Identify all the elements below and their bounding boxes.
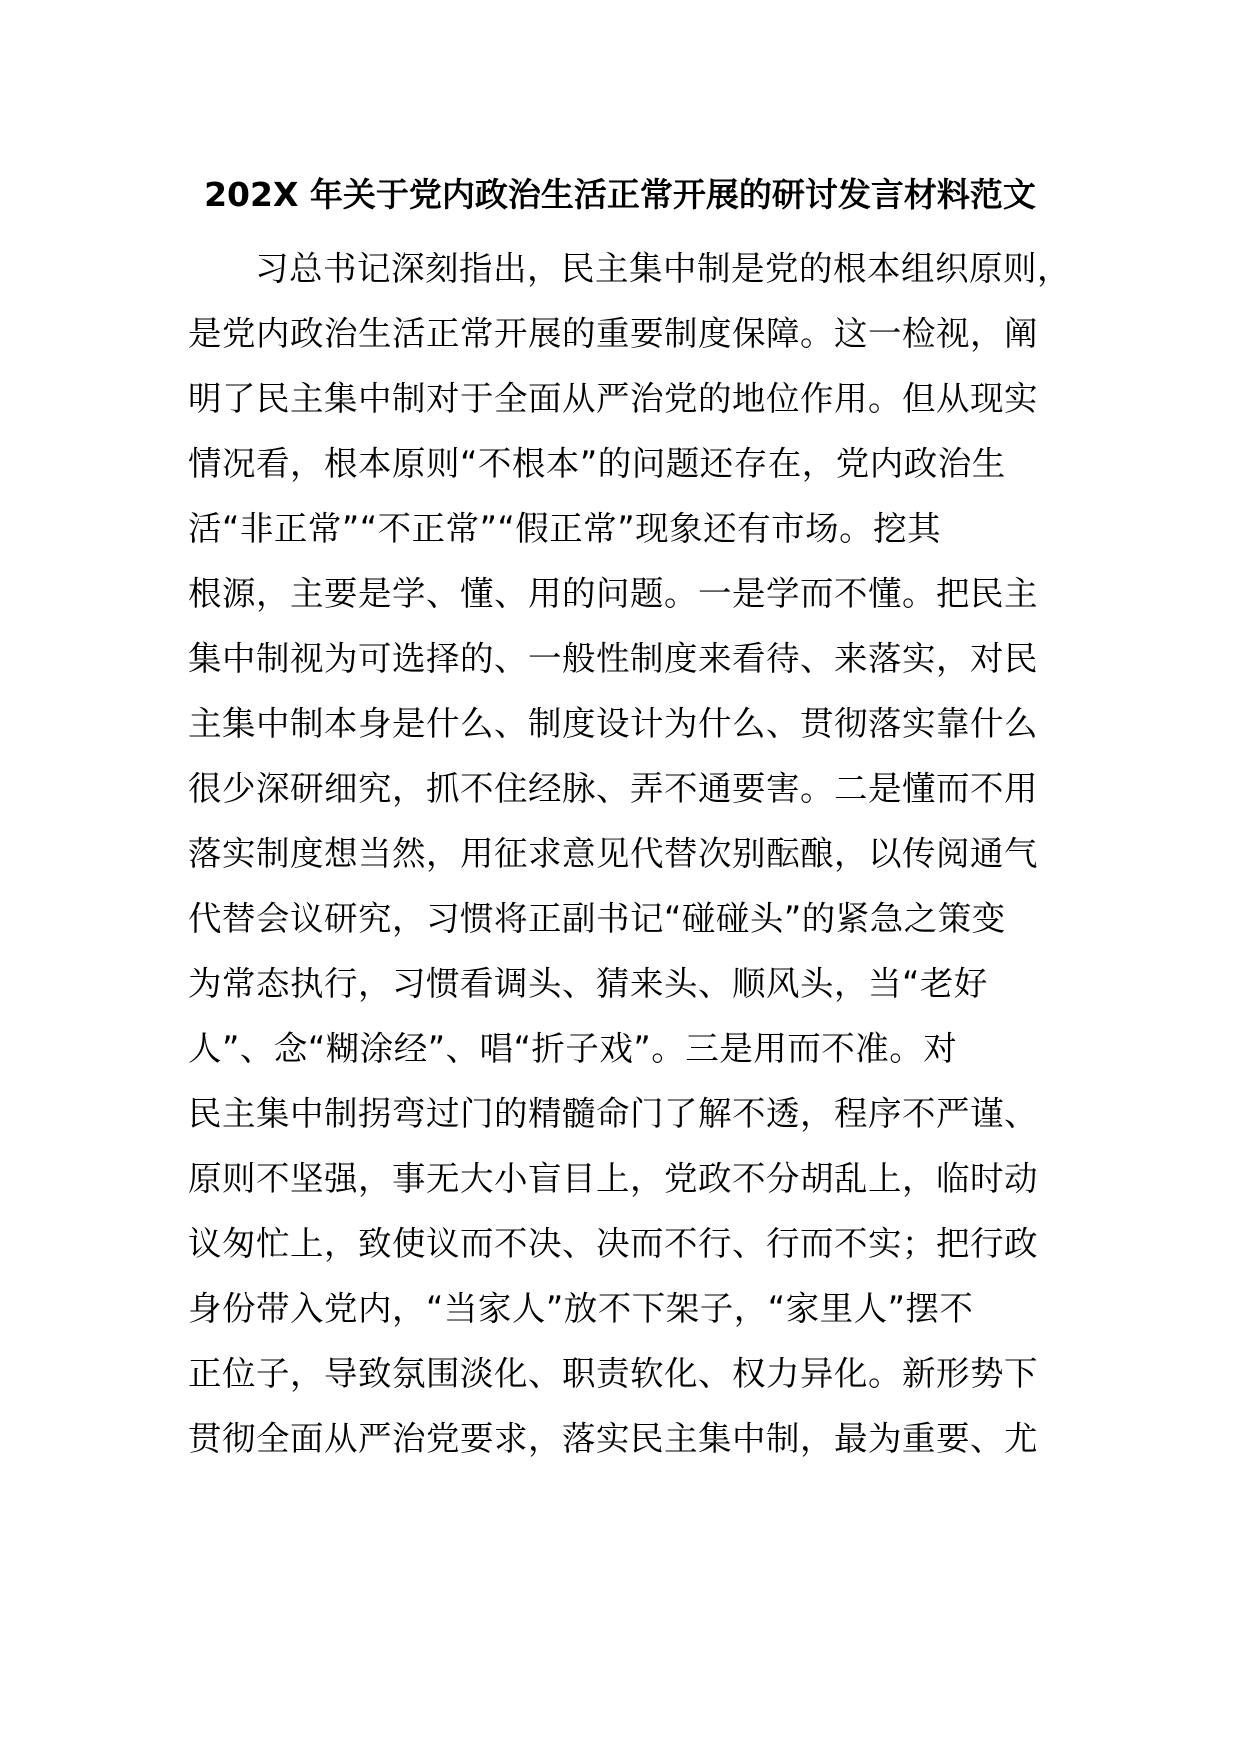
paragraph-line: 集中制视为可选择的、一般性制度来看待、来落实，对民 — [188, 639, 1038, 678]
paragraph-line: 人”、念“糊涂经”、唱“折子戏”。三是用而不准。对 — [188, 1029, 958, 1068]
paragraph-line: 落实制度想当然，用征求意见代替次别酝酿，以传阅通气 — [188, 834, 1038, 873]
paragraph-line: 为常态执行，习惯看调头、猜来头、顺风头，当“老好 — [188, 964, 988, 1003]
document-title: 202X 年关于党内政治生活正常开展的研讨发言材料范文 — [204, 175, 1036, 214]
paragraph-line: 身份带入党内，“当家人”放不下架子，“家里人”摆不 — [188, 1289, 974, 1328]
paragraph-line: 民主集中制拐弯过门的精髓命门了解不透，程序不严谨、 — [188, 1094, 1038, 1133]
paragraph-line: 正位子，导致氛围淡化、职责软化、权力异化。新形势下 — [188, 1354, 1038, 1393]
paragraph-line: 是党内政治生活正常开展的重要制度保障。这一检视，阐 — [188, 314, 1038, 353]
paragraph-line: 根源，主要是学、懂、用的问题。一是学而不懂。把民主 — [188, 574, 1038, 613]
paragraph-line: 代替会议研究，习惯将正副书记“碰碰头”的紧急之策变 — [188, 899, 1006, 938]
paragraph-line: 贯彻全面从严治党要求，落实民主集中制，最为重要、尤 — [188, 1419, 1038, 1458]
paragraph-line: 习总书记深刻指出，民主集中制是党的根本组织原则， — [255, 249, 1071, 288]
paragraph-line: 明了民主集中制对于全面从严治党的地位作用。但从现实 — [188, 379, 1038, 418]
paragraph-line: 活“非正常”“不正常”“假正常”现象还有市场。挖其 — [188, 509, 942, 548]
body-paragraph — [188, 236, 1088, 1471]
paragraph-line: 议匆忙上，致使议而不决、决而不行、行而不实；把行政 — [188, 1224, 1038, 1263]
paragraph-line: 原则不坚强，事无大小盲目上，党政不分胡乱上，临时动 — [188, 1159, 1038, 1198]
paragraph-line: 情况看，根本原则“不根本”的问题还存在，党内政治生 — [188, 444, 1006, 483]
paragraph-line: 主集中制本身是什么、制度设计为什么、贯彻落实靠什么 — [188, 704, 1038, 743]
paragraph-line: 很少深研细究，抓不住经脉、弄不通要害。二是懂而不用 — [188, 769, 1038, 808]
